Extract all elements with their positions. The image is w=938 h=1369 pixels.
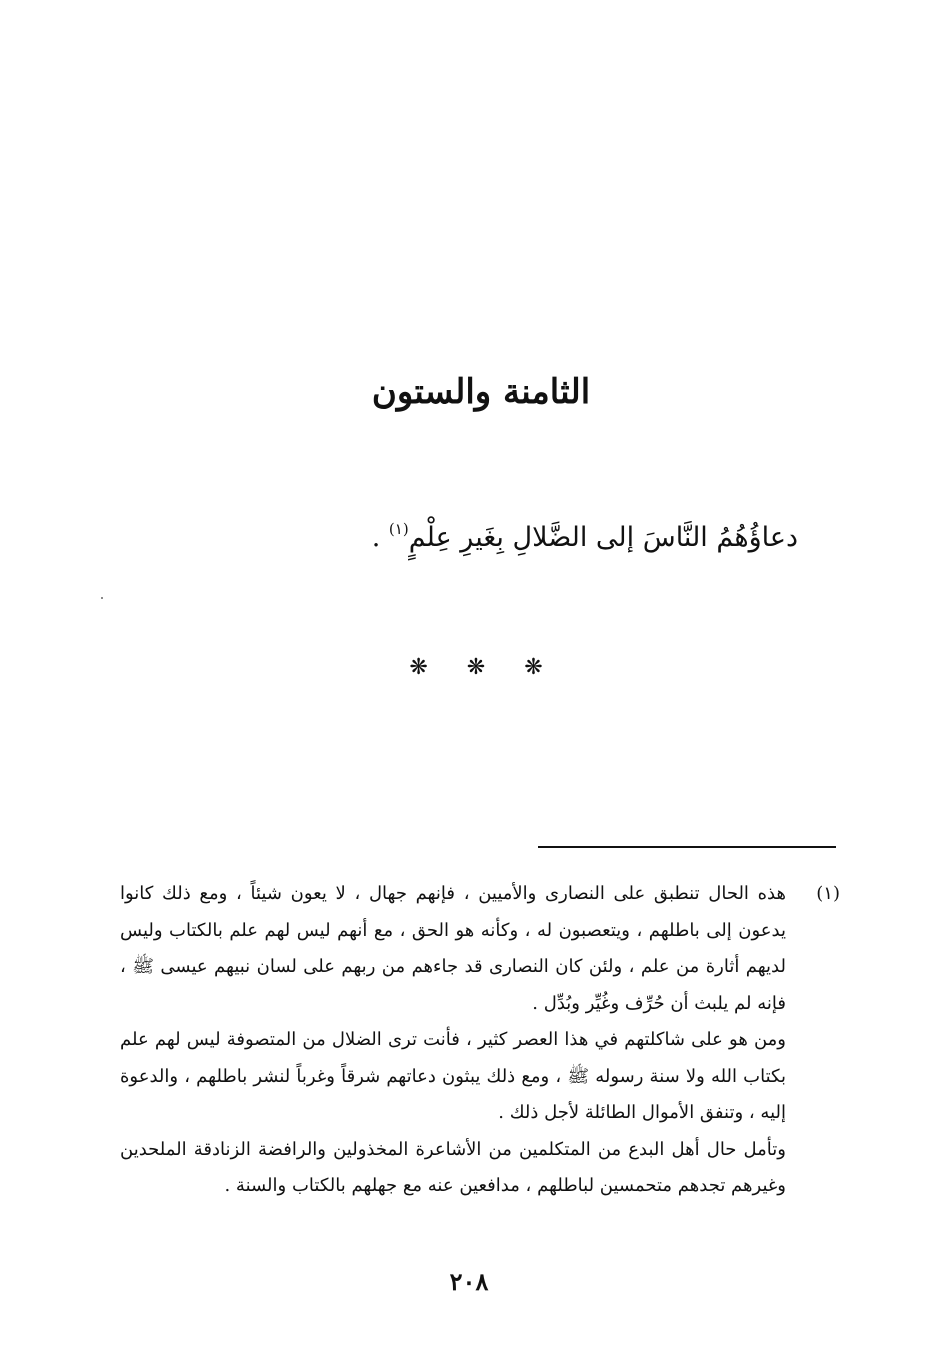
separator-star-icon: ❋ xyxy=(524,655,543,680)
footnote-divider xyxy=(538,846,836,848)
statement-end-mark: . xyxy=(371,522,381,553)
section-separator xyxy=(0,655,938,680)
footnote-number: (١) xyxy=(816,883,840,904)
footnote-paragraph: هذه الحال تنطبق على النصارى والأميين ، فإنهم جهال ، لا يعون شيئاً ، ومع ذلك كانوا يدعون إلى باطلهم ، ويتعصبون له ، وكأنه هو الحق ، مع أنهم ليس لهم علم بالكتاب وليس لديهم أثارة من علم ، ولئن كان النصارى قد جاءهم من ربهم على لسان نبيهم عيسى ﷺ ، فإنه لم يلبث أن حُرِّف وغُيِّر وبُدِّل . xyxy=(120,883,786,1014)
footnote-reference[interactable]: (١) xyxy=(388,520,409,538)
section-heading: الثامنة والستون xyxy=(371,372,591,412)
footnote-paragraph: وتأمل حال أهل البدع من المتكلمين من الأشاعرة المخذولين والرافضة الزنادقة الملحدين وغيرهم تجدهم متحمسين لباطلهم ، مدافعين عنه مع جهلهم بالكتاب والسنة . xyxy=(120,1138,786,1196)
separator-star-icon: ❋ xyxy=(466,655,486,680)
statement-text: دعاؤُهُمُ النَّاسَ إلى الضَّلالِ بِغَيرِ عِلْمٍ xyxy=(408,522,798,553)
scan-speck xyxy=(101,597,103,599)
footnote-paragraph: ومن هو على شاكلتهم في هذا العصر كثير ، فأنت ترى الضلال من المتصوفة ليس لهم علم بكتاب الله ولا سنة رسوله ﷺ ، ومع ذلك يبثون دعاتهم شرقاً وغرباً لنشر باطلهم ، والدعوة إليه ، وتنفق الأموال الطائلة لأجل ذلك . xyxy=(120,1029,786,1123)
separator-star-icon: ❋ xyxy=(409,655,428,680)
issue-statement xyxy=(238,514,798,562)
footnote-body xyxy=(120,876,786,1205)
page-number: ٢٠٨ xyxy=(449,1267,489,1296)
